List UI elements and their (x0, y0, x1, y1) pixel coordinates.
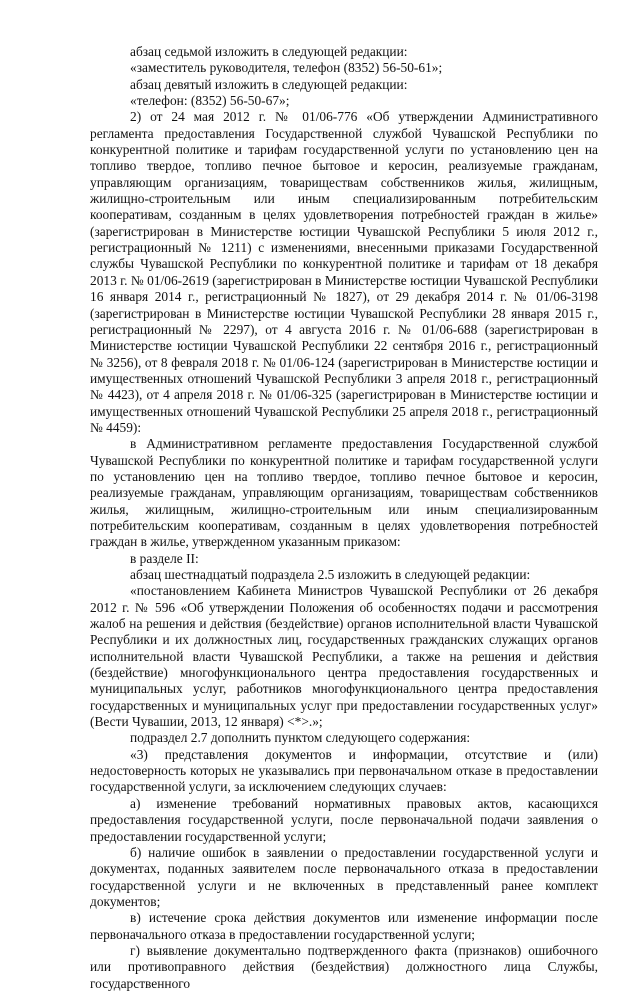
paragraph-9: «постановлением Кабинета Министров Чувашской Республики от 26 декабря 2012 г. № 596 «Об утверждении Положения об особенностях подачи и рассмотрения жалоб на решения и действия (бездействие) органов исполнительной власти Чувашской Республики и их должностных лиц, государственных гражданских служащих органов исполнительной власти Чувашской Республики, а также на решения и действия (бездействие) многофункционального центра предоставления государственных и муниципальных услуг, работников многофункционального центра предоставления государственных и муниципальных услуг при предоставлении государственных услуг» (Вести Чувашии, 2013, 12 января) <*>.»; (90, 583, 598, 730)
paragraph-15: г) выявление документально подтвержденного факта (признаков) ошибочного или противоправного действия (бездействия) должностного лица Службы, государственного (90, 942, 598, 991)
paragraph-7: в разделе II: (130, 550, 199, 566)
paragraph-5: 2) от 24 мая 2012 г. № 01/06-776 «Об утверждении Административного регламента предоставления Государственной службой Чувашской Республики по конкурентной политике и тарифам государственной услуги по установлению цен на топливо твердое, топливо печное бытовое и керосин, реализуемые гражданам, управляющим организациям, товариществам собственников жилья, жилищным, жилищно-строительным или иным специализированным потребительским кооперативам, созданным в целях удовлетворения потребностей граждан в жилье» (зарегистрирован в Министерстве юстиции Чувашской Республики 5 июля 2012 г., регистрационный № 1211) с изменениями, внесенными приказами Государственной службы Чувашской Республики по конкурентной политике и тарифам от 18 декабря 2013 г. № 01/06-2619 (зарегистрирован в Министерстве юстиции Чувашской Республики 16 января 2014 г., регистрационный № 1827), от 29 декабря 2014 г. № 01/06-3198 (зарегистрирован в Министерстве юстиции Чувашской Республики 28 января 2015 г., регистрационный № 2297), от 4 августа 2016 г. № 01/06-688 (зарегистрирован в Министерстве юстиции Чувашской Республики 22 сентября 2016 г., регистрационный № 3256), от 8 февраля 2018 г. № 01/06-124 (зарегистрирован в Министерстве юстиции и имущественных отношений Чувашской Республики 3 апреля 2018 г., регистрационный № 4423), от 4 апреля 2018 г. № 01/06-325 (зарегистрирован в Министерстве юстиции и имущественных отношений Чувашской Республики 25 апреля 2018 г., регистрационный № 4459): (90, 109, 598, 435)
paragraph-2: «заместитель руководителя, телефон (8352) 56-50-61»; (130, 60, 443, 76)
paragraph-11: «3) представления документов и информации, отсутствие и (или) недостоверность которых не указывались при первоначальном отказе в предоставлении государственной услуги, за исключением следующих случаев: (90, 746, 598, 795)
paragraph-10: подраздел 2.7 дополнить пунктом следующего содержания: (130, 730, 471, 746)
paragraph-1: абзац седьмой изложить в следующей редакции: (130, 44, 408, 59)
paragraph-13: б) наличие ошибок в заявлении о предоставлении государственной услуги и документах, поданных заявителем после первоначального отказа в предоставлении государственной услуги и не включенных в представленный ранее комплект документов; (90, 844, 598, 909)
paragraph-8: абзац шестнадцатый подраздела 2.5 изложить в следующей редакции: (130, 567, 531, 582)
document-page (90, 44, 598, 992)
paragraph-4: «телефон: (8352) 56-50-67»; (130, 93, 290, 109)
paragraph-3: абзац девятый изложить в следующей редакции: (130, 76, 408, 92)
paragraph-12: а) изменение требований нормативных правовых актов, касающихся предоставления государственной услуги, после первоначальной подачи заявления о предоставлении государственной услуги; (90, 795, 598, 844)
paragraph-6: в Административном регламенте предоставления Государственной службой Чувашской Республики по конкурентной политике и тарифам государственной услуги по установлению цен на топливо твердое, топливо печное бытовое и керосин, реализуемые гражданам, управляющим организациям, товариществам собственников жилья, жилищным, жилищно-строительным или иным специализированным потребительским кооперативам, созданным в целях удовлетворения потребностей граждан в жилье, утвержденном указанным приказом: (90, 436, 598, 550)
paragraph-14: в) истечение срока действия документов или изменение информации после первоначального отказа в предоставлении государственной услуги; (90, 910, 598, 942)
